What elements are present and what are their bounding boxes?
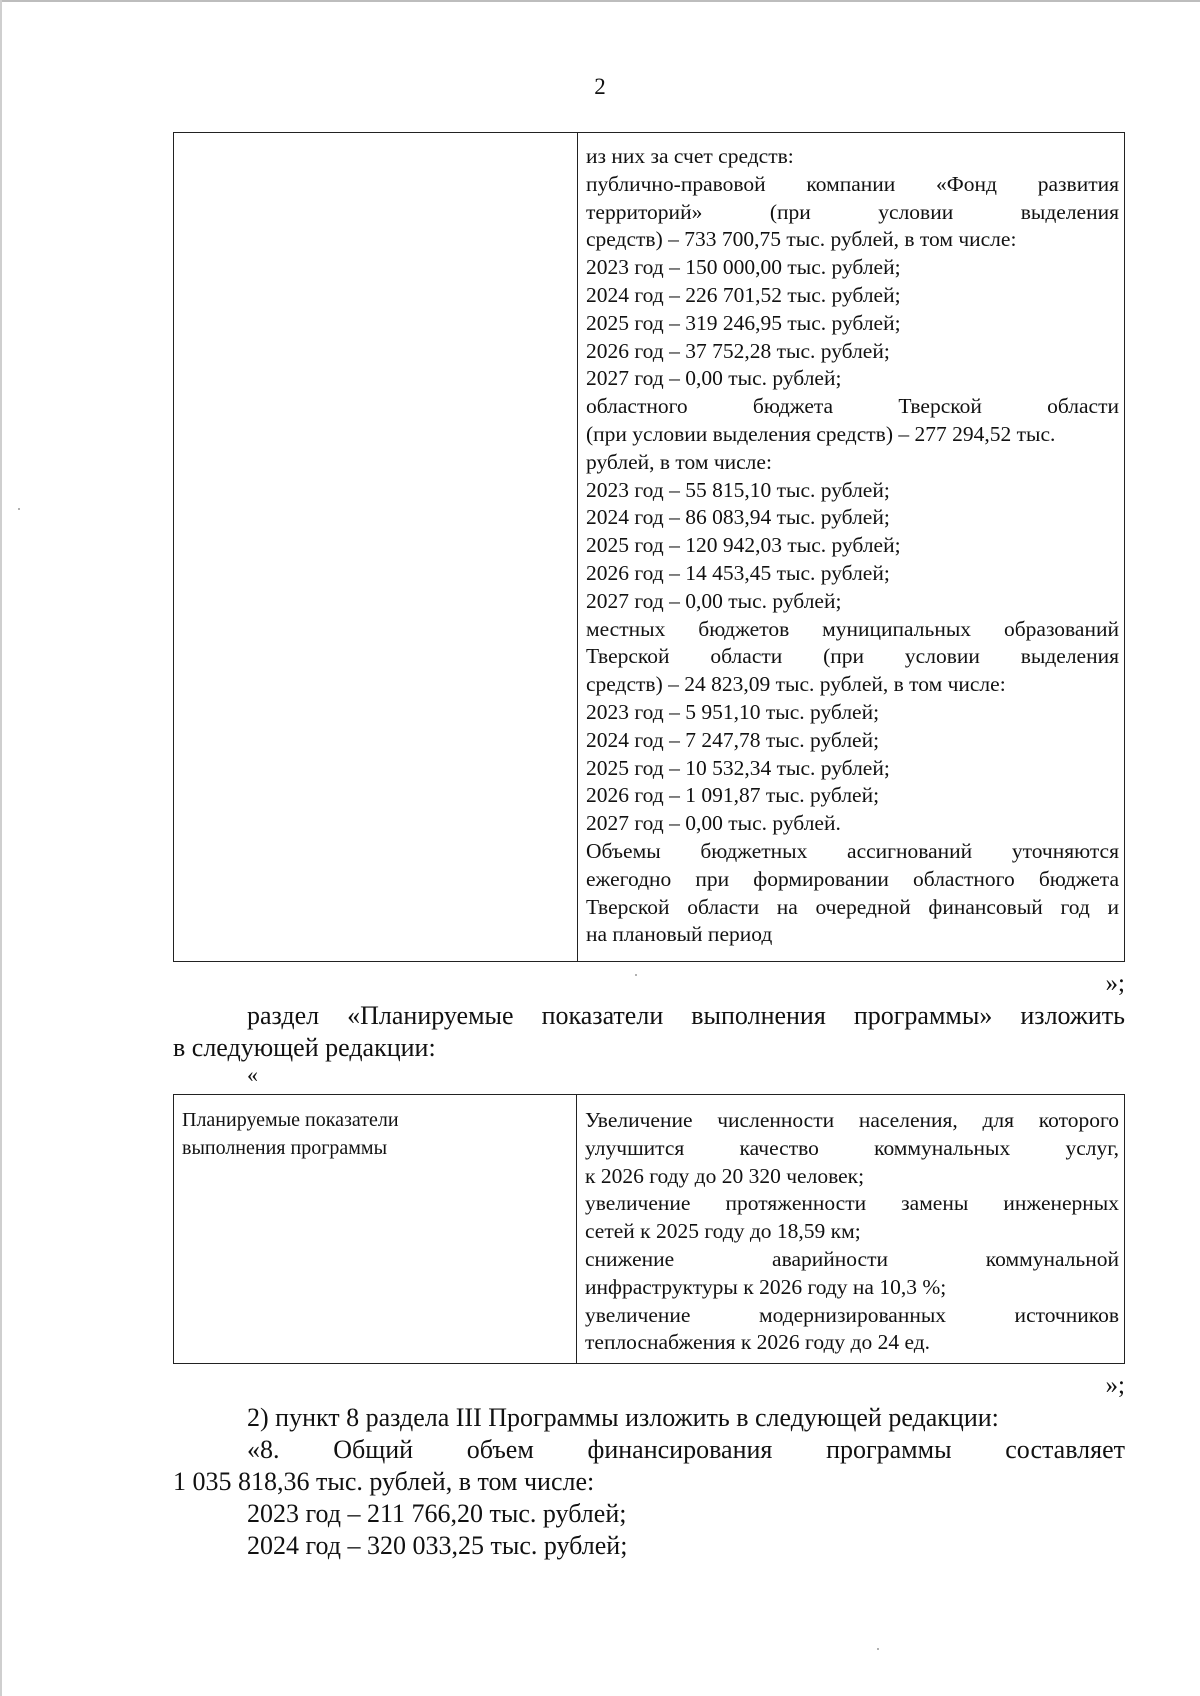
funding-line: территорий» (при условии выделения	[586, 199, 1119, 224]
funding-sources-text	[586, 143, 1119, 949]
indicator-line: сетей к 2025 году до 18,59 км;	[585, 1219, 861, 1244]
funding-line: 2026 год – 14 453,45 тыс. рублей;	[586, 560, 890, 585]
funding-line: местных бюджетов муниципальных образований	[586, 616, 1119, 641]
indicator-line: увеличение протяженности замены инженерных	[585, 1191, 1119, 1216]
indicator-line: к 2026 году до 20 320 человек;	[585, 1163, 865, 1188]
funding-line: Объемы бюджетных ассигнований уточняются	[586, 838, 1119, 863]
funding-line: 2024 год – 86 083,94 тыс. рублей;	[586, 505, 890, 530]
year-funding-line: 2023 год – 211 766,20 тыс. рублей;	[247, 1499, 627, 1528]
indicator-line: увеличение модернизированных источников	[585, 1302, 1119, 1327]
funding-table	[173, 132, 1125, 962]
funding-line: из них за счет средств:	[586, 144, 794, 168]
indicator-line: инфраструктуры к 2026 году на 10,3 %;	[585, 1274, 947, 1299]
funding-line: публично-правовой компании «Фонд развития	[586, 171, 1119, 196]
funding-line: 2024 год – 7 247,78 тыс. рублей;	[586, 727, 880, 752]
item-paragraph	[173, 1402, 1125, 1562]
indicators-label-line: выполнения программы	[182, 1136, 388, 1159]
scan-speck	[18, 508, 20, 510]
funding-line: рублей, в том числе:	[586, 449, 772, 474]
indicator-line: теплоснабжения к 2026 году до 24 ед.	[585, 1330, 931, 1355]
year-funding-list	[173, 1498, 1125, 1562]
indicators-values	[585, 1107, 1119, 1357]
indicators-label	[182, 1107, 570, 1163]
funding-line: 2023 год – 55 815,10 тыс. рублей;	[586, 477, 890, 502]
funding-line: 2026 год – 37 752,28 тыс. рублей;	[586, 338, 890, 363]
page-edge	[0, 0, 2, 1696]
funding-line: 2025 год – 319 246,95 тыс. рублей;	[586, 310, 901, 335]
funding-line: 2027 год – 0,00 тыс. рублей;	[586, 366, 842, 391]
scan-speck	[877, 1648, 879, 1650]
table-cell-empty	[174, 133, 578, 962]
paragraph-line: 1 035 818,36 тыс. рублей, в том числе:	[173, 1467, 595, 1496]
funding-line: Тверской области на очередной финансовый год и	[586, 894, 1119, 919]
indicator-line: снижение аварийности коммунальной	[585, 1246, 1119, 1271]
funding-line: на плановый период	[586, 922, 773, 947]
paragraph-line: раздел «Планируемые показатели выполнения программы» изложить	[247, 1001, 1125, 1030]
funding-line: Тверской области (при условии выделения	[586, 644, 1119, 669]
funding-line: 2026 год – 1 091,87 тыс. рублей;	[586, 783, 880, 808]
closing-quote: »;	[1105, 970, 1125, 997]
funding-line: 2023 год – 150 000,00 тыс. рублей;	[586, 255, 901, 280]
page-edge	[0, 0, 1200, 2]
indicators-table	[173, 1094, 1125, 1364]
paragraph-line: 2) пункт 8 раздела III Программы изложить в следующей редакции:	[247, 1403, 999, 1432]
funding-sources-cell	[578, 133, 1125, 962]
indicators-label-cell	[174, 1095, 577, 1364]
funding-line: 2027 год – 0,00 тыс. рублей.	[586, 811, 841, 836]
indicator-line: улучшится качество коммунальных услуг,	[585, 1135, 1119, 1160]
funding-line: 2025 год – 120 942,03 тыс. рублей;	[586, 533, 901, 558]
funding-line: (при условии выделения средств) – 277 294,52 тыс.	[586, 421, 1056, 446]
funding-line: 2025 год – 10 532,34 тыс. рублей;	[586, 755, 890, 780]
page-number: 2	[594, 74, 606, 99]
section-paragraph	[173, 1000, 1125, 1064]
opening-quote: «	[247, 1062, 258, 1087]
funding-line: 2024 год – 226 701,52 тыс. рублей;	[586, 282, 901, 307]
scan-speck	[635, 974, 637, 976]
paragraph-line: «8. Общий объем финансирования программы составляет	[247, 1435, 1125, 1464]
funding-line: областного бюджета Тверской области	[586, 394, 1119, 419]
funding-line: ежегодно при формировании областного бюджета	[586, 866, 1119, 891]
paragraph-line: в следующей редакции:	[173, 1033, 436, 1062]
funding-line: 2027 год – 0,00 тыс. рублей;	[586, 588, 842, 613]
indicator-line: Увеличение численности населения, для которого	[585, 1108, 1119, 1132]
indicators-label-line: Планируемые показатели	[182, 1109, 399, 1131]
funding-line: 2023 год – 5 951,10 тыс. рублей;	[586, 699, 880, 724]
funding-line: средств) – 733 700,75 тыс. рублей, в том числе:	[586, 227, 1017, 252]
closing-quote: »;	[1105, 1372, 1125, 1399]
year-funding-line: 2024 год – 320 033,25 тыс. рублей;	[247, 1531, 628, 1560]
funding-line: средств) – 24 823,09 тыс. рублей, в том числе:	[586, 672, 1006, 697]
indicators-values-cell	[577, 1095, 1125, 1364]
